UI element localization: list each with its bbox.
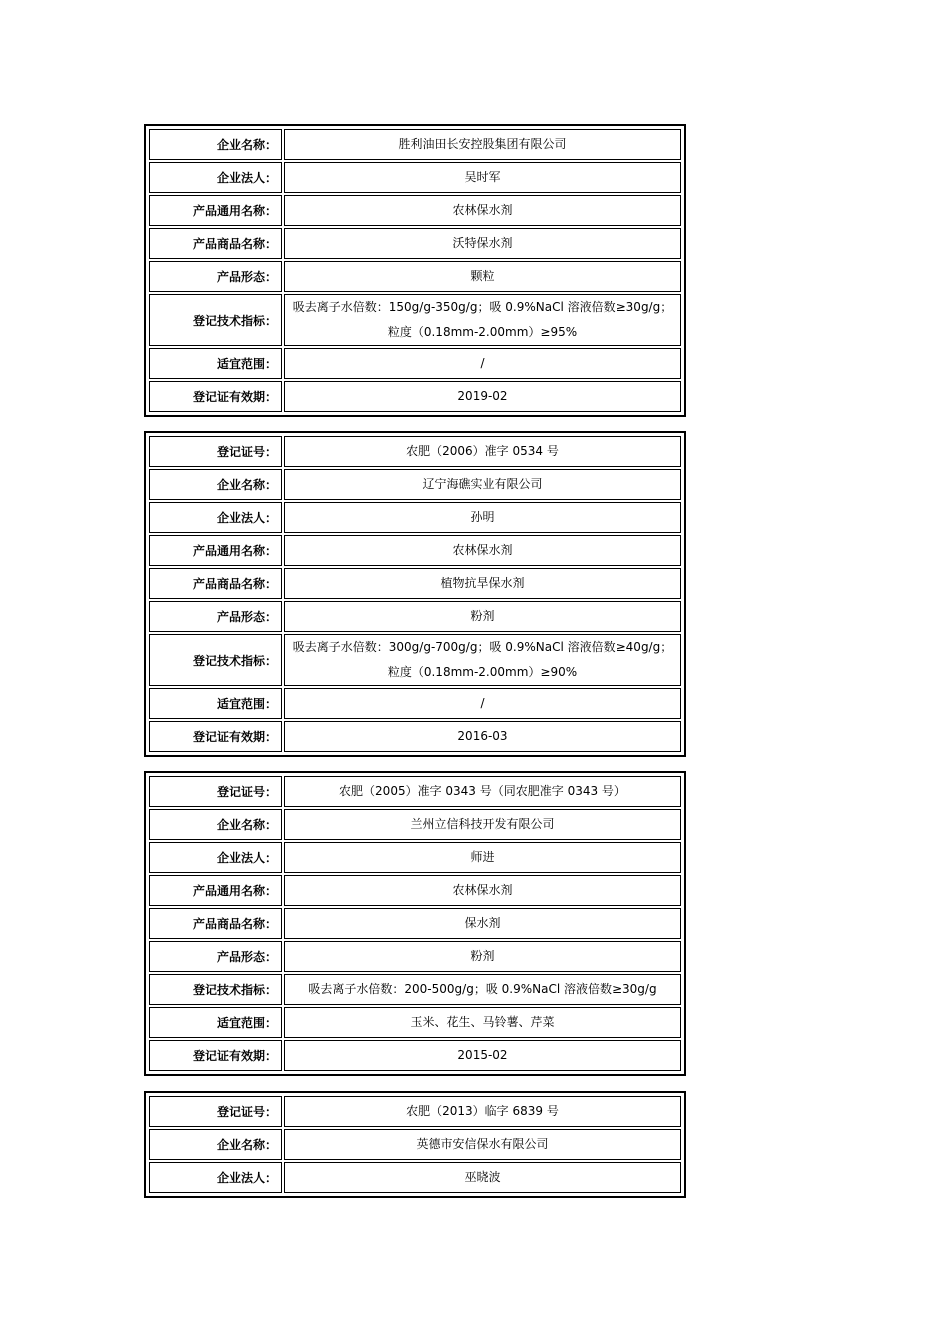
field-label: 登记证号： bbox=[149, 436, 282, 467]
table-row bbox=[149, 1162, 681, 1193]
table-row bbox=[149, 974, 681, 1005]
table-row bbox=[149, 348, 681, 379]
field-label: 登记证有效期： bbox=[149, 381, 282, 412]
field-label: 产品通用名称： bbox=[149, 875, 282, 906]
field-value: 粉剂 bbox=[284, 601, 681, 632]
field-value: 兰州立信科技开发有限公司 bbox=[284, 809, 681, 840]
field-value: 2019-02 bbox=[284, 381, 681, 412]
field-label: 登记技术指标： bbox=[149, 634, 282, 686]
field-value: / bbox=[284, 348, 681, 379]
field-label: 适宜范围： bbox=[149, 1007, 282, 1038]
table-row bbox=[149, 129, 681, 160]
field-label: 产品形态： bbox=[149, 601, 282, 632]
field-label: 产品形态： bbox=[149, 941, 282, 972]
table-row bbox=[149, 809, 681, 840]
table-row bbox=[149, 381, 681, 412]
field-label: 产品通用名称： bbox=[149, 195, 282, 226]
field-value: 粉剂 bbox=[284, 941, 681, 972]
registration-table-3 bbox=[144, 771, 686, 1076]
field-value: 玉米、花生、马铃薯、芹菜 bbox=[284, 1007, 681, 1038]
field-value: 颗粒 bbox=[284, 261, 681, 292]
field-value: 辽宁海礁实业有限公司 bbox=[284, 469, 681, 500]
field-value: 吸去离子水倍数：150g/g-350g/g；吸 0.9%NaCl 溶液倍数≥30g/g；粒度（0.18mm-2.00mm）≥95% bbox=[284, 294, 681, 346]
table-row bbox=[149, 634, 681, 686]
field-label: 产品形态： bbox=[149, 261, 282, 292]
field-value: 沃特保水剂 bbox=[284, 228, 681, 259]
field-label: 企业法人： bbox=[149, 162, 282, 193]
field-value: 农林保水剂 bbox=[284, 875, 681, 906]
field-value: 农肥（2006）准字 0534 号 bbox=[284, 436, 681, 467]
field-label: 产品商品名称： bbox=[149, 568, 282, 599]
field-label: 企业名称： bbox=[149, 1129, 282, 1160]
table-row bbox=[149, 469, 681, 500]
table-row bbox=[149, 228, 681, 259]
field-label: 企业名称： bbox=[149, 469, 282, 500]
table-row bbox=[149, 195, 681, 226]
field-value: 吴时军 bbox=[284, 162, 681, 193]
table-row bbox=[149, 941, 681, 972]
field-value: 巫晓波 bbox=[284, 1162, 681, 1193]
table-row bbox=[149, 261, 681, 292]
table-row bbox=[149, 908, 681, 939]
field-value: 农肥（2013）临字 6839 号 bbox=[284, 1096, 681, 1127]
table-row bbox=[149, 842, 681, 873]
field-value: 植物抗旱保水剂 bbox=[284, 568, 681, 599]
table-row bbox=[149, 535, 681, 566]
registration-table bbox=[147, 434, 683, 754]
field-label: 登记证有效期： bbox=[149, 1040, 282, 1071]
table-row bbox=[149, 1040, 681, 1071]
field-value: 农林保水剂 bbox=[284, 195, 681, 226]
registration-table bbox=[147, 1094, 683, 1195]
table-row bbox=[149, 875, 681, 906]
table-row bbox=[149, 1129, 681, 1160]
table-row bbox=[149, 502, 681, 533]
registration-table bbox=[147, 127, 683, 414]
field-value: / bbox=[284, 688, 681, 719]
field-value: 英德市安信保水有限公司 bbox=[284, 1129, 681, 1160]
field-value: 师进 bbox=[284, 842, 681, 873]
registration-table bbox=[147, 774, 683, 1073]
field-value: 吸去离子水倍数：200-500g/g；吸 0.9%NaCl 溶液倍数≥30g/g bbox=[284, 974, 681, 1005]
registration-table-1 bbox=[144, 124, 686, 417]
field-label: 企业法人： bbox=[149, 502, 282, 533]
field-label: 登记证有效期： bbox=[149, 721, 282, 752]
field-label: 登记技术指标： bbox=[149, 974, 282, 1005]
table-row bbox=[149, 436, 681, 467]
table-row bbox=[149, 1096, 681, 1127]
field-value: 2015-02 bbox=[284, 1040, 681, 1071]
registration-table-4 bbox=[144, 1091, 686, 1198]
field-value: 吸去离子水倍数：300g/g-700g/g；吸 0.9%NaCl 溶液倍数≥40g/g；粒度（0.18mm-2.00mm）≥90% bbox=[284, 634, 681, 686]
field-value: 2016-03 bbox=[284, 721, 681, 752]
field-label: 产品商品名称： bbox=[149, 228, 282, 259]
field-label: 适宜范围： bbox=[149, 348, 282, 379]
field-value: 保水剂 bbox=[284, 908, 681, 939]
field-label: 登记技术指标： bbox=[149, 294, 282, 346]
registration-table-2 bbox=[144, 431, 686, 757]
field-label: 产品通用名称： bbox=[149, 535, 282, 566]
table-row bbox=[149, 776, 681, 807]
field-label: 企业名称： bbox=[149, 129, 282, 160]
field-value: 农肥（2005）准字 0343 号（同农肥准字 0343 号） bbox=[284, 776, 681, 807]
field-label: 登记证号： bbox=[149, 776, 282, 807]
field-value: 胜利油田长安控股集团有限公司 bbox=[284, 129, 681, 160]
field-label: 企业法人： bbox=[149, 1162, 282, 1193]
table-row bbox=[149, 721, 681, 752]
field-label: 登记证号： bbox=[149, 1096, 282, 1127]
table-row bbox=[149, 568, 681, 599]
table-row bbox=[149, 1007, 681, 1038]
field-value: 农林保水剂 bbox=[284, 535, 681, 566]
field-value: 孙明 bbox=[284, 502, 681, 533]
table-row bbox=[149, 688, 681, 719]
field-label: 企业名称： bbox=[149, 809, 282, 840]
field-label: 适宜范围： bbox=[149, 688, 282, 719]
field-label: 企业法人： bbox=[149, 842, 282, 873]
table-row bbox=[149, 601, 681, 632]
table-row bbox=[149, 294, 681, 346]
table-row bbox=[149, 162, 681, 193]
field-label: 产品商品名称： bbox=[149, 908, 282, 939]
